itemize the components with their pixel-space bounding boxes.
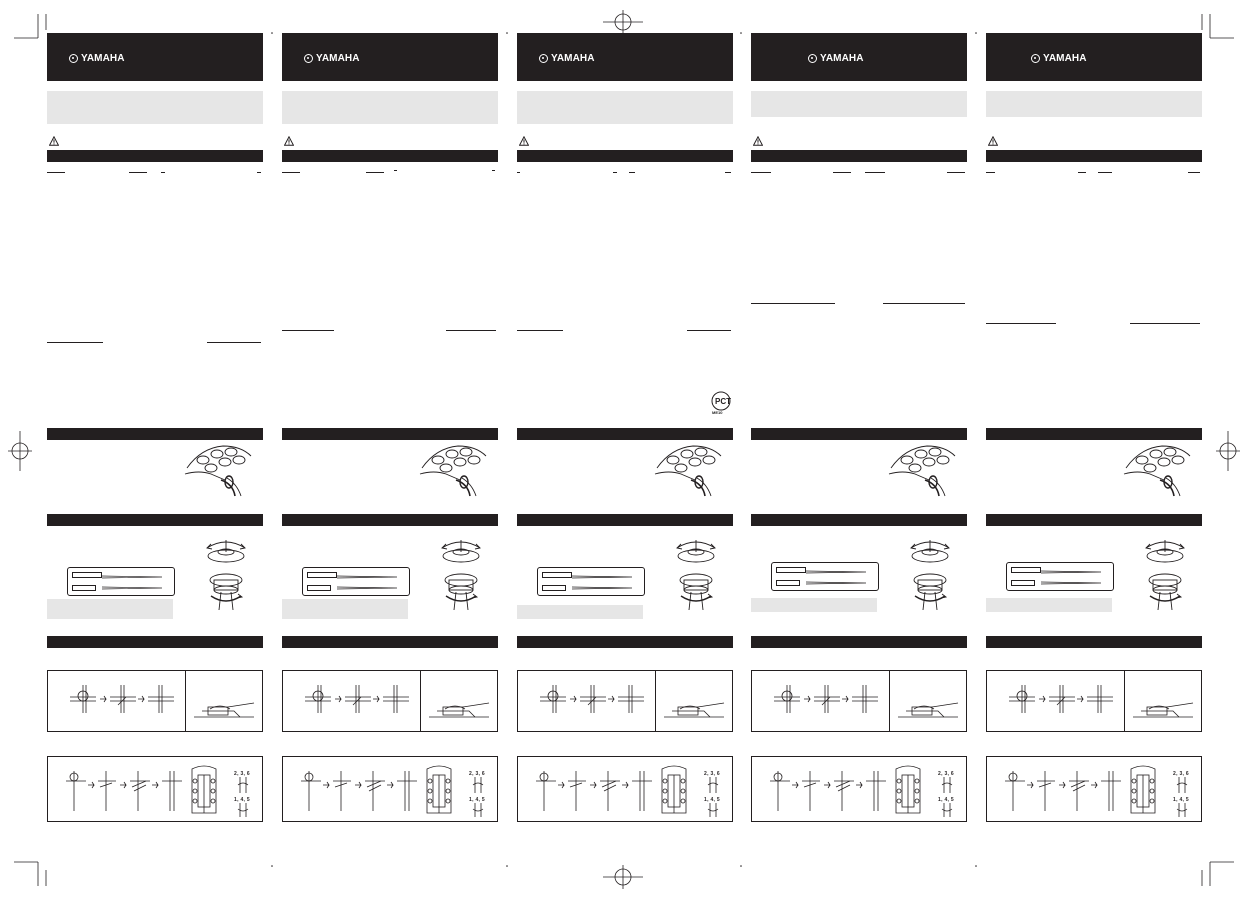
title-box bbox=[282, 91, 498, 124]
tuning-peg-illustration bbox=[181, 440, 255, 500]
string-group-bottom: 1, 4, 5 bbox=[234, 797, 250, 803]
string-group-top: 2, 3, 6 bbox=[938, 771, 954, 777]
warning-triangle-icon bbox=[49, 136, 59, 146]
bridge-tie-diagram bbox=[517, 670, 733, 732]
note-box bbox=[986, 598, 1112, 612]
header-bar bbox=[517, 33, 733, 81]
tuning-fork-logo-icon bbox=[1031, 54, 1040, 63]
string-wind-icons bbox=[1171, 777, 1193, 817]
rule bbox=[751, 303, 835, 304]
rule bbox=[687, 330, 731, 331]
string-group-bottom: 1, 4, 5 bbox=[469, 797, 485, 803]
bridge-side-view bbox=[898, 691, 960, 721]
brand-name: YAMAHA bbox=[81, 53, 125, 64]
bridge-pin-illustration bbox=[905, 530, 955, 612]
section-bar-1 bbox=[282, 428, 498, 440]
header-bar bbox=[47, 33, 263, 81]
panel-5 bbox=[986, 0, 1202, 900]
panel-2 bbox=[282, 0, 498, 900]
rule bbox=[629, 172, 635, 173]
rule bbox=[947, 172, 965, 173]
rule bbox=[613, 172, 617, 173]
title-box bbox=[751, 91, 967, 117]
header-bar bbox=[986, 33, 1202, 81]
bridge-side-view bbox=[664, 691, 726, 721]
headstock-icon bbox=[654, 765, 694, 817]
rule bbox=[257, 172, 261, 173]
divider bbox=[420, 671, 421, 731]
svg-text:PCT: PCT bbox=[715, 397, 731, 406]
tie-steps bbox=[64, 767, 184, 815]
string-group-bottom: 1, 4, 5 bbox=[704, 797, 720, 803]
warning-triangle-icon bbox=[519, 136, 529, 146]
string-group-top: 2, 3, 6 bbox=[704, 771, 720, 777]
rule bbox=[207, 342, 261, 343]
rule bbox=[517, 172, 520, 173]
knot-steps bbox=[301, 679, 411, 723]
rule bbox=[986, 172, 995, 173]
rule bbox=[161, 172, 165, 173]
rule bbox=[833, 172, 851, 173]
panel-1 bbox=[47, 0, 263, 900]
section-bar-precautions bbox=[986, 150, 1202, 162]
divider bbox=[655, 671, 656, 731]
string-length-box bbox=[771, 562, 879, 591]
tie-steps bbox=[768, 767, 888, 815]
headstock-tie-diagram bbox=[282, 756, 498, 822]
section-bar-3 bbox=[282, 636, 498, 648]
section-bar-1 bbox=[47, 428, 263, 440]
string-group-top: 2, 3, 6 bbox=[469, 771, 485, 777]
string-lines bbox=[806, 565, 876, 587]
header-bar bbox=[282, 33, 498, 81]
string-end-bar bbox=[776, 567, 806, 573]
bridge-side-view bbox=[1133, 691, 1195, 721]
section-bar-3 bbox=[751, 636, 967, 648]
divider bbox=[1124, 671, 1125, 731]
bridge-tie-diagram bbox=[986, 670, 1202, 732]
rule bbox=[725, 172, 731, 173]
headstock-tie-diagram bbox=[47, 756, 263, 822]
section-bar-2 bbox=[517, 514, 733, 526]
string-end-bar bbox=[776, 580, 800, 586]
section-bar-2 bbox=[986, 514, 1202, 526]
warning-triangle-icon bbox=[753, 136, 763, 146]
headstock-icon bbox=[1123, 765, 1163, 817]
string-lines bbox=[102, 570, 172, 592]
section-bar-3 bbox=[47, 636, 263, 648]
string-lines bbox=[1041, 565, 1111, 587]
rule bbox=[282, 330, 334, 331]
headstock-icon bbox=[888, 765, 928, 817]
string-end-bar bbox=[72, 572, 102, 578]
bridge-pin-illustration bbox=[201, 530, 251, 612]
rule bbox=[366, 172, 384, 173]
section-bar-3 bbox=[517, 636, 733, 648]
string-end-bar bbox=[307, 572, 337, 578]
title-box bbox=[986, 91, 1202, 117]
yamaha-logo bbox=[539, 53, 595, 64]
rule bbox=[446, 330, 496, 331]
string-end-bar bbox=[307, 585, 331, 591]
string-lines bbox=[572, 570, 642, 592]
note-box bbox=[751, 598, 877, 612]
tuning-peg-illustration bbox=[1120, 440, 1194, 500]
rule bbox=[394, 170, 397, 171]
bridge-tie-diagram bbox=[751, 670, 967, 732]
brand-name: YAMAHA bbox=[316, 53, 360, 64]
section-bar-2 bbox=[47, 514, 263, 526]
section-bar-precautions bbox=[751, 150, 967, 162]
title-box bbox=[517, 91, 733, 124]
string-group-bottom: 1, 4, 5 bbox=[1173, 797, 1189, 803]
rule bbox=[751, 172, 771, 173]
bridge-side-view bbox=[429, 691, 491, 721]
pct-mark-icon bbox=[710, 390, 732, 412]
string-wind-icons bbox=[936, 777, 958, 817]
section-bar-1 bbox=[986, 428, 1202, 440]
bridge-pin-illustration bbox=[436, 530, 486, 612]
bridge-tie-diagram bbox=[47, 670, 263, 732]
string-wind-icons bbox=[467, 777, 489, 817]
title-box bbox=[47, 91, 263, 124]
string-end-bar bbox=[542, 585, 566, 591]
tuning-peg-illustration bbox=[885, 440, 959, 500]
yamaha-logo bbox=[69, 53, 125, 64]
tuning-peg-illustration bbox=[651, 440, 725, 500]
string-lines bbox=[337, 570, 407, 592]
yamaha-logo bbox=[1031, 53, 1087, 64]
rule bbox=[883, 303, 965, 304]
headstock-icon bbox=[184, 765, 224, 817]
warning-triangle-icon bbox=[284, 136, 294, 146]
section-bar-precautions bbox=[517, 150, 733, 162]
section-bar-2 bbox=[282, 514, 498, 526]
tuning-fork-logo-icon bbox=[808, 54, 817, 63]
headstock-tie-diagram bbox=[986, 756, 1202, 822]
note-box bbox=[47, 599, 173, 619]
panel-4 bbox=[751, 0, 967, 900]
headstock-tie-diagram bbox=[517, 756, 733, 822]
header-bar bbox=[751, 33, 967, 81]
section-bar-3 bbox=[986, 636, 1202, 648]
string-length-box bbox=[302, 567, 410, 596]
rule bbox=[517, 330, 563, 331]
rule bbox=[47, 342, 103, 343]
string-end-bar bbox=[1011, 580, 1035, 586]
string-length-box bbox=[1006, 562, 1114, 591]
tuning-fork-logo-icon bbox=[304, 54, 313, 63]
rule bbox=[1078, 172, 1086, 173]
string-wind-icons bbox=[232, 777, 254, 817]
rule bbox=[47, 172, 65, 173]
tie-steps bbox=[299, 767, 419, 815]
tuning-fork-logo-icon bbox=[69, 54, 78, 63]
brand-name: YAMAHA bbox=[820, 53, 864, 64]
brand-name: YAMAHA bbox=[1043, 53, 1087, 64]
section-bar-1 bbox=[751, 428, 967, 440]
rule bbox=[1130, 323, 1200, 324]
string-length-box bbox=[67, 567, 175, 596]
yamaha-logo bbox=[304, 53, 360, 64]
note-box bbox=[282, 599, 408, 619]
string-end-bar bbox=[1011, 567, 1041, 573]
certification-code: ME10 bbox=[712, 410, 723, 415]
rule bbox=[282, 172, 300, 173]
brand-name: YAMAHA bbox=[551, 53, 595, 64]
string-wind-icons bbox=[702, 777, 724, 817]
knot-steps bbox=[770, 679, 880, 723]
rule bbox=[1188, 172, 1200, 173]
headstock-icon bbox=[419, 765, 459, 817]
note-box bbox=[517, 605, 643, 619]
section-bar-precautions bbox=[282, 150, 498, 162]
divider bbox=[185, 671, 186, 731]
rule bbox=[865, 172, 885, 173]
rule bbox=[986, 323, 1056, 324]
bridge-pin-illustration bbox=[1140, 530, 1190, 612]
section-bar-1 bbox=[517, 428, 733, 440]
knot-steps bbox=[536, 679, 646, 723]
rule bbox=[492, 170, 495, 171]
string-group-top: 2, 3, 6 bbox=[1173, 771, 1189, 777]
knot-steps bbox=[66, 679, 176, 723]
bridge-side-view bbox=[194, 691, 256, 721]
panel-3 bbox=[517, 0, 733, 900]
tuning-fork-logo-icon bbox=[539, 54, 548, 63]
section-bar-2 bbox=[751, 514, 967, 526]
string-group-bottom: 1, 4, 5 bbox=[938, 797, 954, 803]
tie-steps bbox=[1003, 767, 1123, 815]
knot-steps bbox=[1005, 679, 1115, 723]
yamaha-logo bbox=[808, 53, 864, 64]
tuning-peg-illustration bbox=[416, 440, 490, 500]
string-group-top: 2, 3, 6 bbox=[234, 771, 250, 777]
divider bbox=[889, 671, 890, 731]
string-end-bar bbox=[542, 572, 572, 578]
rule bbox=[1098, 172, 1112, 173]
warning-triangle-icon bbox=[988, 136, 998, 146]
string-length-box bbox=[537, 567, 645, 596]
section-bar-precautions bbox=[47, 150, 263, 162]
tie-steps bbox=[534, 767, 654, 815]
bridge-tie-diagram bbox=[282, 670, 498, 732]
bridge-pin-illustration bbox=[671, 530, 721, 612]
headstock-tie-diagram bbox=[751, 756, 967, 822]
rule bbox=[129, 172, 147, 173]
string-end-bar bbox=[72, 585, 96, 591]
